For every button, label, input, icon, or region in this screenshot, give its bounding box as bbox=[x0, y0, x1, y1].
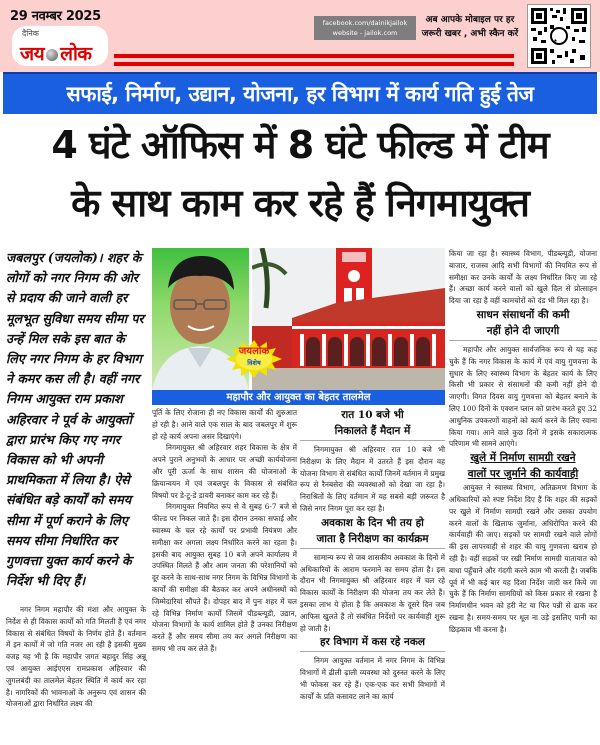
subheading-line: वालों पर जुर्माने की कार्यवाही bbox=[467, 468, 579, 481]
issue-date: 29 नवम्बर 2025 bbox=[10, 9, 101, 24]
globe-icon bbox=[46, 49, 58, 61]
badge-title: जयलोक bbox=[238, 346, 270, 357]
divider bbox=[300, 440, 445, 441]
scan-prompt-line1: अब आपके मोबाइल पर हर bbox=[425, 15, 515, 25]
divider bbox=[300, 548, 445, 549]
social-links-box[interactable] bbox=[314, 16, 416, 40]
facebook-link[interactable]: facebook.com/dainikjailok bbox=[322, 19, 408, 27]
red-rule-top bbox=[114, 54, 514, 58]
subheading-line: खुले में निर्माण सामग्री रखने bbox=[470, 452, 576, 465]
column-4-body bbox=[449, 248, 597, 636]
main-headline bbox=[0, 116, 600, 232]
subheading-night-inspection bbox=[300, 407, 445, 439]
masthead bbox=[0, 0, 600, 72]
paragraph: किया जा रहा है। स्वास्थ्य विभाग, पीडब्ल्यूडी, योजना बाजार, राजस्व आदि सभी विभागों की नियमित रूप से समीक्षा कर उनके कार्यों के लक्ष्य निर्धारित किए जा रहे हैं। अच्छा कार्य करने वालों को खुले दिल से प्रोत्साहन दिया जा रहा है वहीं कामचोरों को दंड भी मिल रहा है। bbox=[449, 249, 597, 306]
column-2-body bbox=[152, 407, 297, 655]
subheading-holiday-inspection bbox=[300, 515, 445, 547]
qr-code-icon[interactable] bbox=[527, 4, 591, 68]
subheading-department-discipline: हर विभाग में कस रहे नकल bbox=[319, 636, 426, 649]
headline-line1: 4 घंटे ऑफिस में 8 घंटे फील्ड में टीम bbox=[51, 123, 549, 167]
subheading-line: अवकाश के दिन भी तय हो bbox=[321, 516, 424, 529]
photo-caption: महापौर और आयुक्त का बेहतर तालमेल bbox=[152, 390, 445, 405]
subheading-line: नहीं होने दी जाएगी bbox=[486, 324, 560, 337]
paragraph: निगमायुक्त नियमित रूप से वे सुबह 6-7 बजे से फील्ड पर निकल जाते हैं। इस दौरान उनका सफाई और स्वास्थ्य के चल रहे कार्यों पर प्रभावी नियंत्रण और समीक्षा कर अगला लक्ष्य निर्धारित करने का रहता है। इसकी बाद आयुक्त सुबह 10 बजे अपने कार्यालय में उपस्थित मिलते हैं और आम जनता की परेशानियों को दूर करने के साथ-साथ नगर निगम के विभिन्न विभागों के कार्यों की समीक्षा की बैठकर कर अपने अधीनस्थों को जिम्मेदारियां सौंपते हैं। दोपहर बाद में पुनः शहर में चल रहे विभिन्न निर्माण कार्यों जिसमें पीडब्ल्यूडी, उद्यान, योजना विभागों के कार्य शामिल होते हैं उनका निरीक्षण करते हैं और समय सीमा तय कर अगले निरीक्षण का समय भी तय कर लेते हैं। bbox=[152, 502, 297, 653]
paragraph: निगमायुक्त श्री अहिरवार शहर विकास के क्षेत्र में अपने पुराने अनुभवों के आधार पर अच्छी कार्ययोजना और पूरी ऊर्जा के साथ शासन की योजनाओं के क्रियान्वयन में एवं जबलपुर के विकास से संबंधित विषयों पर डे-टू-डे डायरी बनाकर काम कर रहे हैं। bbox=[152, 443, 297, 500]
subheading-resources bbox=[449, 307, 597, 339]
jailok-special-badge bbox=[226, 340, 282, 378]
paragraph: निगमायुक्त श्री अहिरवार रात 10 बजे भी निरीक्षण के लिए मैदान में उतरते हैं इस दौरान वह योजना विभाग से संबंधित कार्यों जिनमें वर्तमान में प्रमुख रूप से रैनबसेरा की व्यवस्थाओं को देखा जा रहा है। निराश्रितों के लिए वर्तमान में यह सबसे बड़ी जरूरत है जिसे नगर निगम पूरा कर रहा है। bbox=[300, 445, 445, 513]
paragraph: नगर निगम महापौर की मंशा और आयुक्त के निर्देश से ही विकास कार्यों को गति मिलती है एवं नगर विकास से संबंधित विषयों के निर्णय होते हैं। वर्तमान में इन कार्यों में जो गति नजर आ रही है इसकी मुख्य वजह यह भी है कि महापौर जगत बहादुर सिंह अन्नू एवं आयुक्त आईएएस रामप्रकाश अहिरवार की जुगलबंदी का तालमेल बेहतर स्थिति में कार्य कर रहा है। नागरिकों की भावनाओं के अनुरूप एवं शासन की योजनाओं द्वारा निर्धारित लक्ष्य की bbox=[6, 605, 146, 709]
paragraph: सामान्य रूप से जब शासकीय अवकाश के दिनों में अधिकारियों के आराम फरमाने का समय होता है। इस दौरान भी निगमायुक्त श्री अहिरवार शहर में चल रहे विकास कार्यों के निरीक्षण की योजना तय कर लेते हैं। इसका लाभ ये होता है कि अवकाश के दूसरे दिन जब आफिस खुलते हैं तो संबंधित निर्देशों पर कार्यवाही शुरू हो जाती है। bbox=[300, 552, 445, 633]
column-3-body bbox=[300, 407, 445, 703]
column-1-body bbox=[6, 604, 146, 710]
divider bbox=[300, 651, 445, 652]
website-link[interactable]: website - jailok.com bbox=[332, 29, 398, 37]
scan-prompt bbox=[415, 13, 525, 41]
logo-word-left: जय bbox=[20, 43, 45, 65]
paragraph: पूर्ति के लिए रोजाना ही नए विकास कार्यों की शुरुआत हो रही है। आने वाले एक साल के बाद जबलपुर में शुरू हो रहे कार्य अपना असर दिखाएंगे। bbox=[152, 408, 297, 441]
paragraph: महापौर और आयुक्त सार्वजनिक रूप से यह कह चुके हैं कि नगर विकास के कार्य में एवं वायु गुणवत्ता के सुधार के लिए स्वास्थ्य विभाग के बेहतर कार्य के लिए किसी भी प्रकार से संसाधनों की कमी नहीं होने दी जाएगी। विगत दिवस वायु गुणवत्ता को बेहतर बनाने के लिए 100 दिनों के एक्शन प्लान को प्रारंभ करते हुए 32 आधुनिक उपकरणों वाहनों को कार्य करने के लिए रवाना किया गया। आने वाले कुछ दिनों में इसके सकारात्मक परिणाम भी सामने आएंगे। bbox=[449, 344, 597, 449]
kicker-banner: सफाई, निर्माण, उद्यान, योजना, हर विभाग में कार्य गति हुई तेज bbox=[3, 72, 597, 114]
logo-wordmark bbox=[20, 40, 92, 66]
subheading-line: साधन संसाधनों की कमी bbox=[476, 308, 570, 321]
subheading-penalty bbox=[449, 450, 597, 482]
lead-paragraph: जबलपुर (जयलोक)। शहर के लोगों को नगर निगम की ओर से प्रदाय की जाने वाली हर मूलभूत सुविधा समय सीमा पर उन्हें मिल सके इस बात के लिए नगर निगम के हर विभाग ने कमर कस ली है। वहीं नगर निगम आयुक्त राम प्रकाश अहिरवार ने पूर्व के आयुक्तों द्वारा प्रारंभ किए गए नगर विकास को भी अपनी प्राथमिकता में लिया है। ऐसे संबंधित बड़े कार्यों को समय सीमा में पूर्ण कराने के लिए समय सीमा निर्धारित कर गुणवत्ता युक्त कार्य करने के निर्देश भी दिए हैं। bbox=[6, 250, 144, 589]
logo-word-right: लोक bbox=[60, 43, 92, 65]
scan-prompt-line2: जरूरी खबर , अभी स्कैन करें bbox=[421, 29, 519, 39]
headline-line2: के साथ काम कर रहे हैं निगमायुक्त bbox=[71, 181, 529, 225]
subheading-line: रात 10 बजे भी bbox=[341, 409, 404, 421]
subheading-line: जाता है निरीक्षण का कार्यक्रम bbox=[316, 532, 429, 545]
photo-block bbox=[152, 248, 445, 390]
logo-tagline: दैनिक bbox=[22, 29, 39, 38]
red-rule-bottom bbox=[114, 62, 514, 66]
paragraph: निगम आयुक्त वर्तमान में नगर निगम के विभिन्न विभागों में ढीली ढ़ाली व्यवस्था को दुरुस्त करने के लिए भी फोकस कर रहे हैं। एक-एक कर सभी विभागों में कार्यों के प्रति कसावट लाने का कार्य bbox=[300, 656, 445, 701]
paragraph: आयुक्त ने स्वास्थ्य विभाग, अतिक्रमण विभाग के अधिकारियों को स्पष्ट निर्देश दिए हैं कि शहर की सड़कों पर खुले में निर्माण सामग्री रखने और उसका उपयोग करने वालों के खिलाफ जुर्माना, अधिरोपित करने की कार्यवाही की जाए। सड़कों पर सामग्री रखने वाले लोगों की इस लापरवाही से शहर की वायु गुणवत्ता खराब हो रही है। वहीं सड़कों पर रखी निर्माण सामग्री यातायात को बाधा पहुँचाने और गंदगी करने काम भी करती है। जबकि पूर्व में भी कई बार यह दिशा निर्देश जारी कर किये जा चुके हैं कि निर्माण सामग्रियों को किस प्रकार से रखना है निर्माणधीन भवन को हरी नेट या फिर पन्नी से ढाक कर रखना है। समय-समय पर धूल ना उड़े इसलिए पानी का छिड़काव भी करना है। bbox=[449, 483, 597, 634]
subheading-line: निकालते हैं मैदान में bbox=[334, 425, 411, 437]
badge-subtitle: विशेष bbox=[247, 359, 261, 367]
divider bbox=[449, 340, 597, 341]
newspaper-logo[interactable] bbox=[12, 26, 108, 66]
